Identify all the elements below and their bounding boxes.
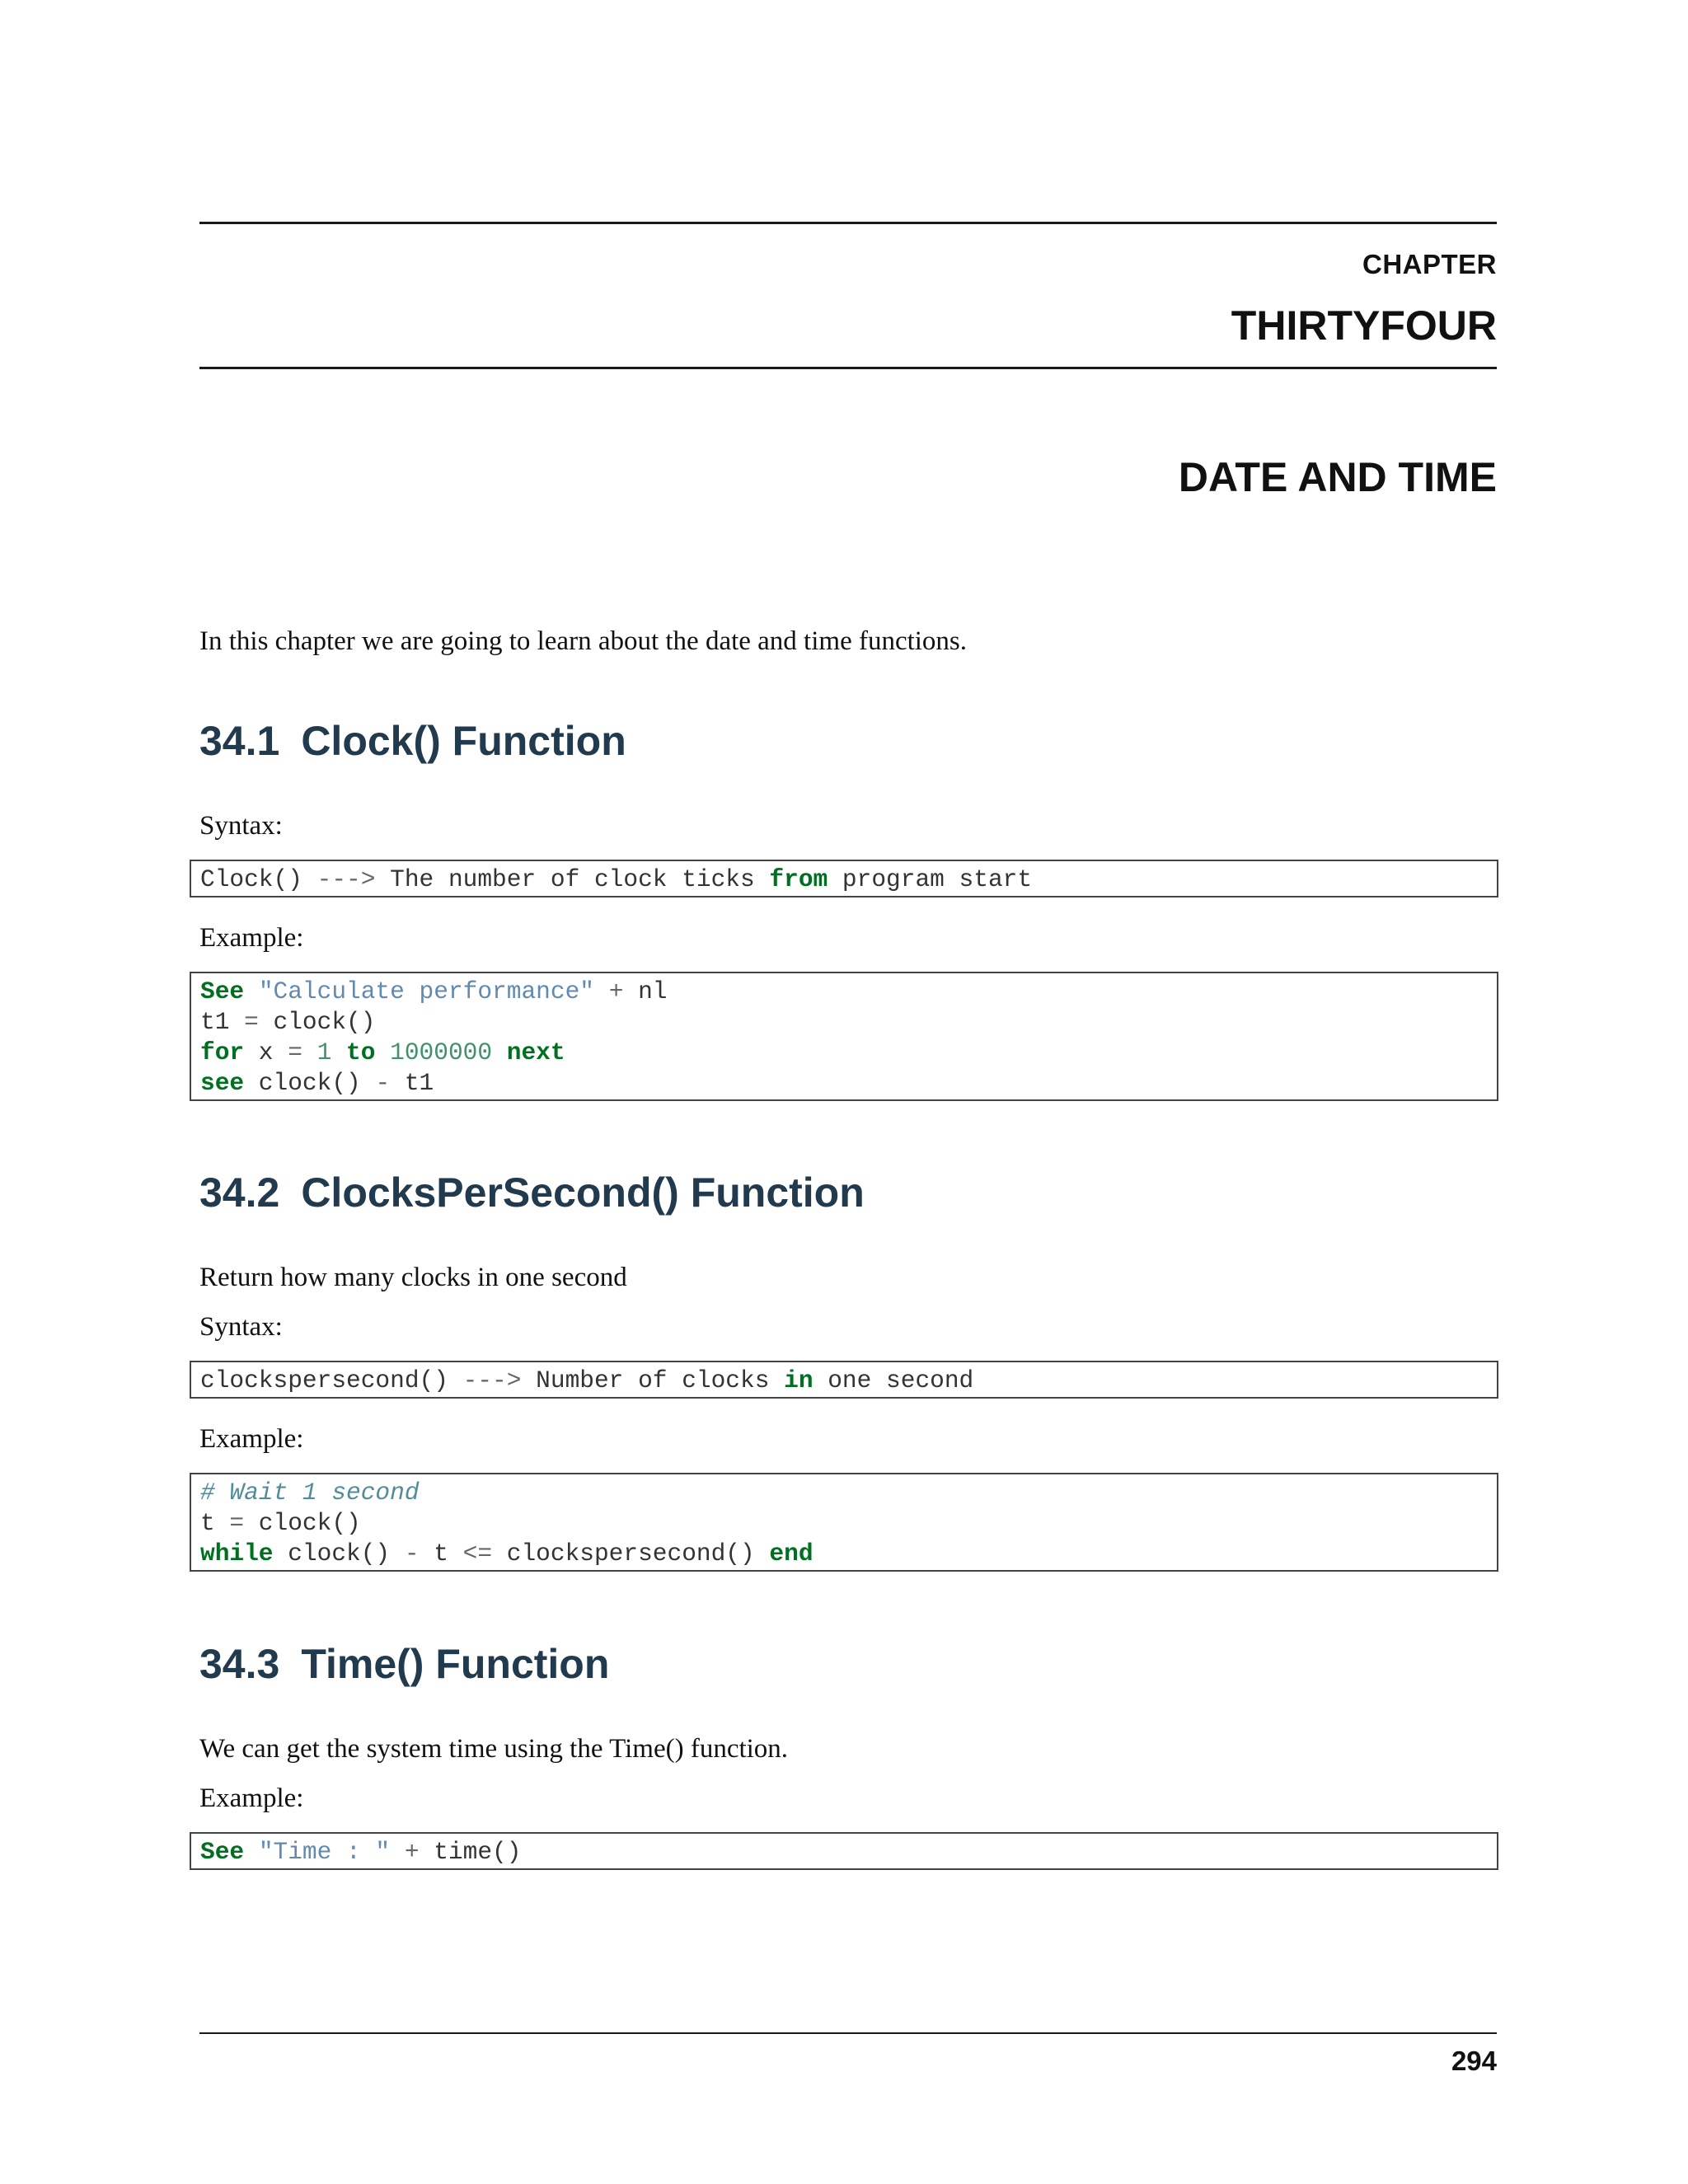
code-token: [302, 1038, 317, 1066]
code-token: t1: [390, 1069, 434, 1097]
code-token: clock(): [258, 1008, 376, 1036]
section-description: We can get the system time using the Time() function.: [199, 1734, 789, 1764]
section-title: Clock() Function: [301, 718, 626, 764]
code-token: [375, 1038, 390, 1066]
section-description: Return how many clocks in one second: [199, 1263, 627, 1292]
code-token: x: [244, 1038, 288, 1066]
code-token: to: [346, 1038, 376, 1066]
section-heading-clockspersecond: [199, 1169, 865, 1216]
code-block: [190, 1832, 1498, 1870]
code-token: t: [419, 1540, 463, 1568]
code-line: [200, 977, 1497, 1007]
code-token: Number of clocks: [521, 1366, 785, 1394]
code-token: t1: [200, 1008, 245, 1036]
code-line: [200, 1366, 1497, 1396]
code-token: in: [784, 1366, 814, 1394]
code-token: +: [404, 1838, 420, 1866]
footer-rule: [199, 2032, 1497, 2034]
code-token: next: [506, 1038, 565, 1066]
chapter-label: CHAPTER: [1362, 249, 1497, 279]
code-token: clock(): [273, 1540, 405, 1568]
code-line: [200, 865, 1497, 895]
chapter-bottom-rule: [199, 367, 1497, 369]
code-token: program start: [828, 865, 1033, 893]
code-token: 1: [316, 1038, 332, 1066]
code-line: [200, 1508, 1497, 1539]
code-token: clock(): [244, 1069, 376, 1097]
code-token: =: [244, 1008, 259, 1036]
section-heading-time: [199, 1640, 609, 1688]
code-token: see: [200, 1069, 245, 1097]
code-token: <=: [462, 1540, 493, 1568]
code-token: [331, 1038, 346, 1066]
code-line: [200, 1007, 1497, 1038]
code-token: end: [769, 1540, 814, 1568]
code-block: [190, 1473, 1498, 1572]
code-token: --->: [462, 1366, 522, 1394]
code-block: [190, 860, 1498, 898]
code-token: [244, 1838, 259, 1866]
page-number: 294: [1451, 2046, 1497, 2076]
section-title: Time() Function: [301, 1641, 610, 1687]
code-token: [594, 977, 609, 1005]
code-token: =: [288, 1038, 302, 1066]
code-token: time(): [419, 1838, 522, 1866]
code-line: [200, 1837, 1497, 1868]
syntax-label: Syntax:: [199, 811, 283, 841]
code-line: [200, 1038, 1497, 1068]
code-line: [200, 1068, 1497, 1099]
code-block: [190, 1361, 1498, 1399]
example-label: Example:: [199, 923, 304, 953]
code-token: one second: [813, 1366, 974, 1394]
section-heading-clock: [199, 717, 626, 765]
code-line: [200, 1478, 1497, 1508]
code-token: --->: [316, 865, 376, 893]
section-number: 34.3: [199, 1641, 280, 1687]
code-block: [190, 972, 1498, 1101]
code-token: while: [200, 1540, 274, 1568]
intro-paragraph: In this chapter we are going to learn about the date and time functions.: [199, 626, 968, 656]
code-token: t: [200, 1509, 230, 1537]
code-token: +: [608, 977, 624, 1005]
code-token: [390, 1838, 405, 1866]
code-token: Clock(): [200, 865, 317, 893]
code-token: The number of clock ticks: [375, 865, 770, 893]
chapter-number: THIRTYFOUR: [1231, 302, 1497, 349]
section-number: 34.2: [199, 1169, 280, 1216]
code-token: -: [375, 1069, 391, 1097]
section-number: 34.1: [199, 718, 280, 764]
code-token: See: [200, 977, 245, 1005]
code-token: from: [769, 865, 828, 893]
code-token: 1000000: [390, 1038, 493, 1066]
code-token: "Calculate performance": [258, 977, 594, 1005]
chapter-title: DATE AND TIME: [1178, 454, 1497, 500]
example-label: Example:: [199, 1783, 304, 1813]
code-token: "Time : ": [258, 1838, 391, 1866]
code-token: clock(): [244, 1509, 361, 1537]
code-line: [200, 1539, 1497, 1569]
code-token: clockspersecond(): [200, 1366, 463, 1394]
code-token: [244, 977, 259, 1005]
example-label: Example:: [199, 1424, 304, 1454]
chapter-top-rule: [199, 222, 1497, 224]
code-token: clockspersecond(): [492, 1540, 770, 1568]
code-token: See: [200, 1838, 245, 1866]
code-token: # Wait 1 second: [200, 1479, 420, 1507]
syntax-label: Syntax:: [199, 1312, 283, 1342]
code-token: nl: [623, 977, 668, 1005]
code-token: [492, 1038, 507, 1066]
code-token: for: [200, 1038, 245, 1066]
code-token: -: [404, 1540, 420, 1568]
section-title: ClocksPerSecond() Function: [301, 1169, 865, 1216]
code-token: =: [229, 1509, 245, 1537]
